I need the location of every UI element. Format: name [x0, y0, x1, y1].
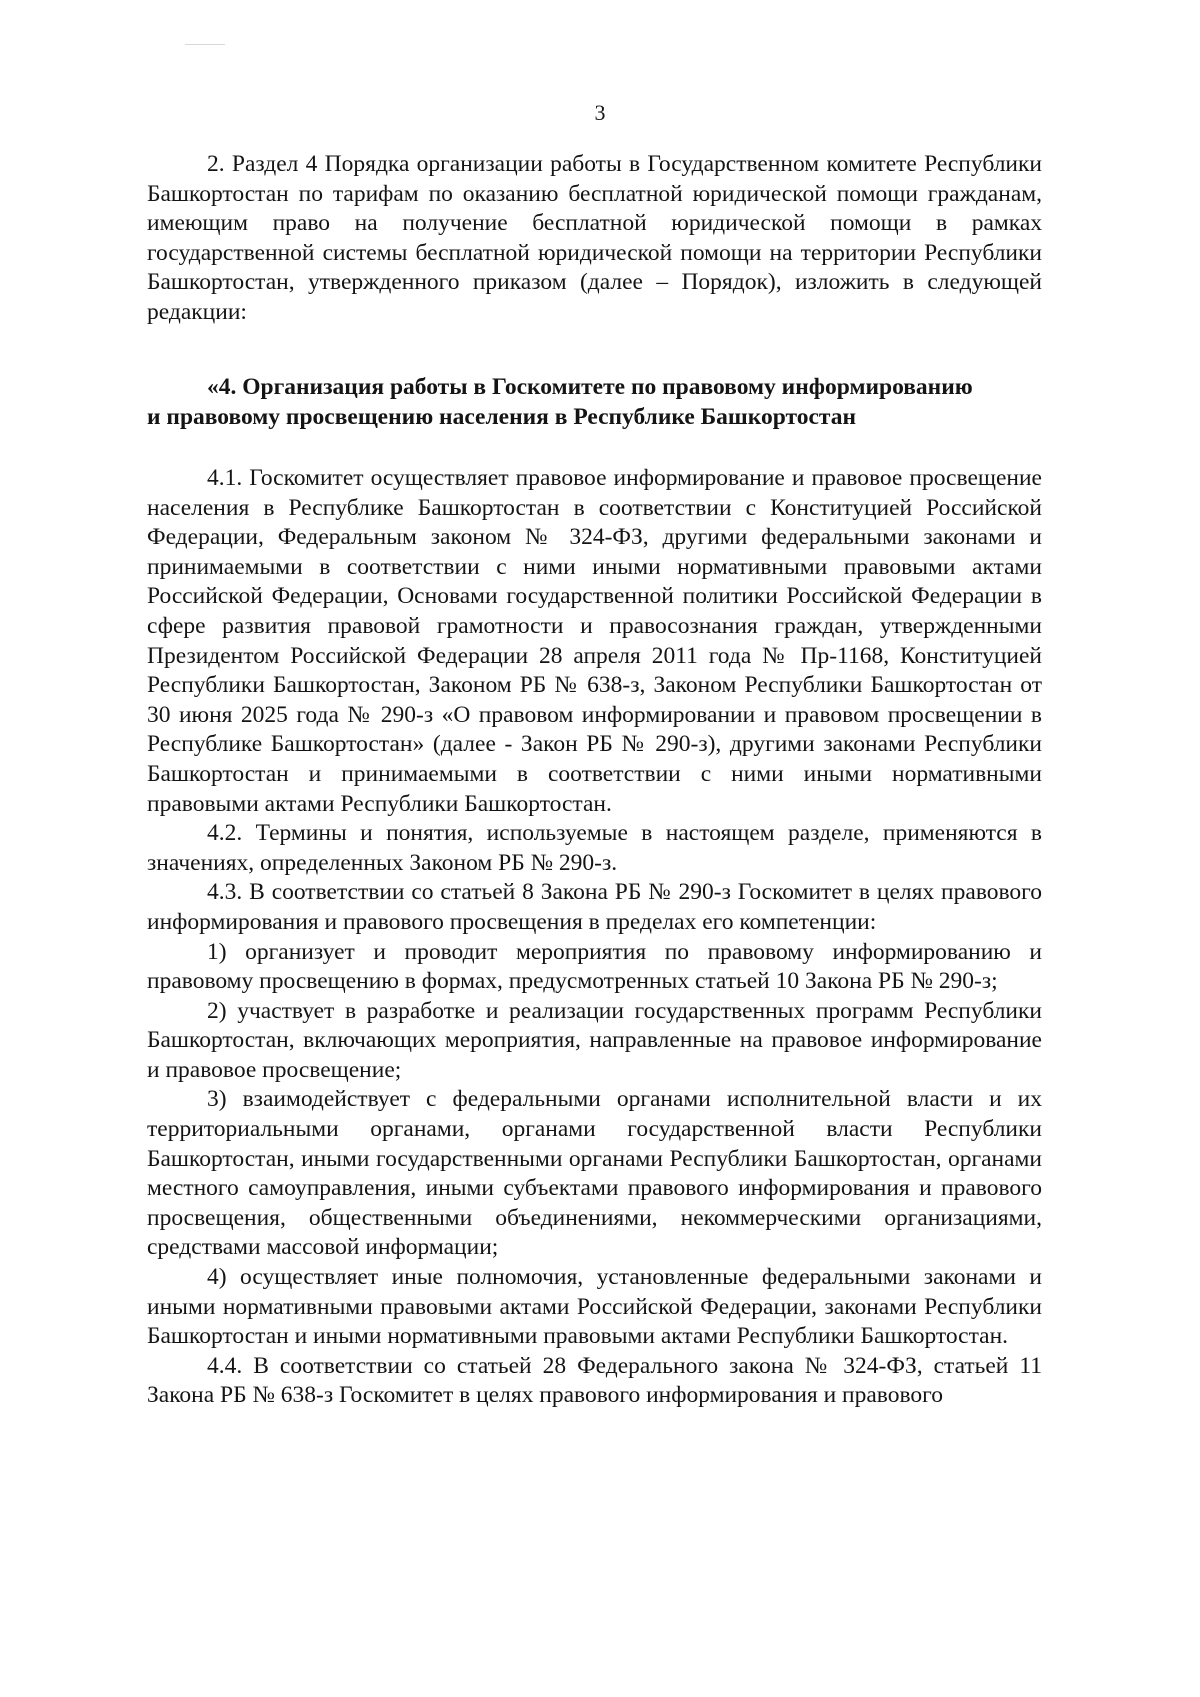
section-heading-line-2: и правовому просвещению населения в Республике Башкортостан [147, 404, 857, 430]
paragraph-4-3: 4.3. В соответствии со статьей 8 Закона РБ № 290-з Госкомитет в целях правового информирования и правового просвещения в пределах его компетенции: [147, 879, 1042, 935]
paragraph-4-4: 4.4. В соответствии со статьей 28 Федерального закона № 324-ФЗ, статьей 11 Закона РБ № 638-з Госкомитет в целях правового информирования и правового [147, 1352, 1042, 1409]
list-item-1: 1) организует и проводит мероприятия по правовому информированию и правовому просвещению в формах, предусмотренных статьей 10 Закона РБ № 290-з; [147, 938, 1042, 995]
scan-artifact [185, 44, 225, 45]
section-body [147, 464, 1042, 1411]
intro-paragraph: 2. Раздел 4 Порядка организации работы в Государственном комитете Республики Башкортостан по тарифам по оказанию бесплатной юридической помощи гражданам, имеющим право на получение бесплатной юридической помощи в рамках государственной системы бесплатной юридической помощи на территории Республики Башкортостан, утвержденного приказом (далее – Порядок), изложить в следующей редакции: [147, 151, 1042, 325]
section-heading [147, 372, 1042, 432]
intro-text-block [147, 150, 1042, 328]
page-number: 3 [594, 100, 606, 125]
list-item-4: 4) осуществляет иные полномочия, установленные федеральными законами и иными нормативными правовыми актами Российской Федерации, законами Республики Башкортостан и иными нормативными правовыми актами Республики Башкортостан. [147, 1264, 1042, 1350]
paragraph-4-2: 4.2. Термины и понятия, используемые в настоящем разделе, применяются в значениях, определенных Законом РБ № 290-з. [147, 820, 1042, 876]
list-item-3: 3) взаимодействует с федеральными органами исполнительной власти и их территориальными органами, органами государственной власти Республики Башкортостан, иными государственными органами Республики Башкортостан, органами местного самоуправления, иными субъектами правового информирования и правового просвещения, общественными объединениями, некоммерческими организациями, средствами массовой информации; [147, 1086, 1042, 1261]
section-heading-line-1: «4. Организация работы в Госкомитете по правовому информированию [207, 374, 973, 400]
paragraph-4-1: 4.1. Госкомитет осуществляет правовое информирование и правовое просвещение населения в Республике Башкортостан в соответствии с Конституцией Российской Федерации, Федеральным законом № 324-ФЗ, другими федеральными законами и принимаемыми в соответствии с ними иными нормативными правовыми актами Российской Федерации, Основами государственной политики Российской Федерации в сфере развития правовой грамотности и правосознания граждан, утвержденными Президентом Российской Федерации 28 апреля 2011 года № Пр-1168, Конституцией Республики Башкортостан, Законом РБ № 638-з, Законом Республики Башкортостан от 30 июня 2025 года № 290-з «О правовом информировании и правовом просвещении в Республике Башкортостан» (далее - Закон РБ № 290-з), другими законами Республики Башкортостан и принимаемыми в соответствии с ними иными нормативными правовыми актами Республики Башкортостан. [147, 465, 1042, 817]
list-item-2: 2) участвует в разработке и реализации государственных программ Республики Башкортостан, включающих мероприятия, направленные на правовое информирование и правовое просвещение; [147, 997, 1042, 1083]
